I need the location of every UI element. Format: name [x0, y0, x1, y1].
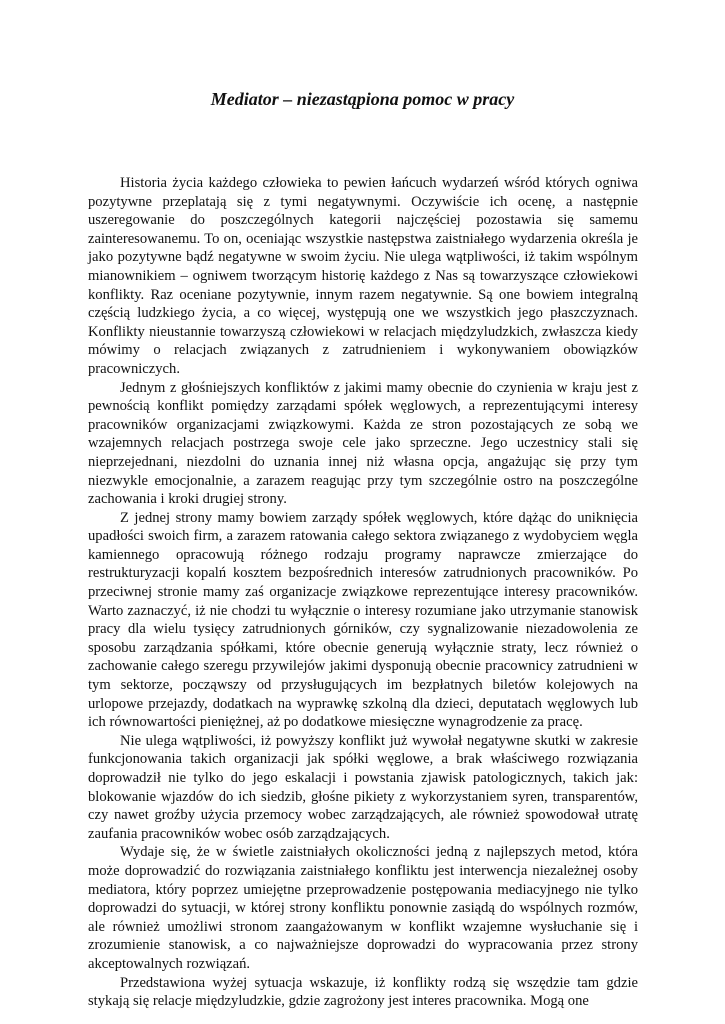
- paragraph: Wydaje się, że w świetle zaistniałych okoliczności jedną z najlepszych metod, która może doprowadzić do rozwiązania zaistniałego konfliktu jest interwencja niezależnej osoby mediatora, który poprzez umiejętne przeprowadzenie postępowania mediacyjnego nie tylko doprowadzi do sytuacji, w której strony konfliktu ponownie zasiądą do wspólnych rozmów, ale również umożliwi stronom zaangażowanym w konflikt wzajemne wysłuchanie się i zrozumienie stanowisk, a co najważniejsze doprowadzi do wypracowania przez strony akceptowalnych rozwiązań.: [88, 844, 638, 972]
- paragraph: Przedstawiona wyżej sytuacja wskazuje, iż konflikty rodzą się wszędzie tam gdzie stykają się relacje międzyludzkie, gdzie zagrożony jest interes pracownika. Mogą one: [88, 974, 638, 1010]
- paragraph: Jednym z głośniejszych konfliktów z jakimi mamy obecnie do czynienia w kraju jest z pewnością konflikt pomiędzy zarządami spółek węglowych, a reprezentującymi interesy pracowników organizacjami związkowymi. Każda ze stron pozostających ze sobą we wzajemnych relacjach postrzega swoje cele jako sprzeczne. Jego uczestnicy stali się nieprzejednani, niezdolni do uznania innej niż własna opcja, angażując się przy tym niezwykle emocjonalnie, a zarazem reagując przy tym szczególnie ostro na poszczególne zachowania i kroki drugiej strony.: [88, 379, 638, 508]
- paragraph: Nie ulega wątpliwości, iż powyższy konflikt już wywołał negatywne skutki w zakresie funkcjonowania takich organizacji jak spółki węglowe, a brak właściwego rozwiązania doprowadził nie tylko do jego eskalacji i powstania zjawisk patologicznych, takich jak: blokowanie wjazdów do ich siedzib, głośne pikiety z wykorzystaniem syren, transparentów, czy nawet groźby użycia przemocy wobec zarządzających, ale również spowodował utratę zaufania pracowników wobec osób zarządzających.: [88, 732, 638, 842]
- document-body: [88, 174, 638, 1011]
- paragraph: Z jednej strony mamy bowiem zarządy spółek węglowych, które dążąc do uniknięcia upadłości swoich firm, a zarazem ratowania całego sektora związanego z wydobyciem węgla kamiennego opracowują różnego rodzaju programy naprawcze zmierzające do restrukturyzacji kopalń kosztem bezpośrednich interesów zatrudnionych pracowników. Po przeciwnej stronie mamy zaś organizacje związkowe reprezentujące interesy pracowników. Warto zaznaczyć, iż nie chodzi tu wyłącznie o interesy rozumiane jako utrzymanie stanowisk pracy dla wielu tysięcy zatrudnionych górników, czy sygnalizowanie niezadowolenia ze sposobu zarządzania spółkami, które obecnie generują wyłącznie straty, lecz również o zachowanie całego szeregu przywilejów jakimi dysponują obecnie pracownicy zatrudnieni w tym sektorze, począwszy od przysługujących im bezpłatnych biletów kolejowych na urlopowe przejazdy, dodatkach na wyprawkę szkolną dla dzieci, deputatach węglowych lub ich równowartości pieniężnej, aż po dodatkowe miesięczne wynagrodzenie za pracę.: [88, 509, 638, 731]
- document-title: Mediator – niezastąpiona pomoc w pracy: [210, 89, 515, 109]
- paragraph: Historia życia każdego człowieka to pewien łańcuch wydarzeń wśród których ogniwa pozytywne przeplatają się z tymi negatywnymi. Oczywiście ich ocenę, a następnie uszeregowanie do poszczególnych kategorii najczęściej pozostawia się samemu zainteresowanemu. To on, oceniając wszystkie następstwa zaistniałego wydarzenia określa je jako pozytywne bądź negatywne w swoim życiu. Nie ulega wątpliwości, iż takim wspólnym mianownikiem – ogniwem tworzącym historię każdego z Nas są towarzyszące człowiekowi konflikty. Raz oceniane pozytywnie, innym razem negatywnie. Są one bowiem integralną częścią ludzkiego życia, a co więcej, występują one we wszystkich jego płaszczyznach. Konflikty nieustannie towarzyszą człowiekowi w relacjach międzyludzkich, zwłaszcza kiedy mówimy o relacjach związanych z zatrudnieniem i wykonywaniem obowiązków pracowniczych.: [88, 175, 638, 377]
